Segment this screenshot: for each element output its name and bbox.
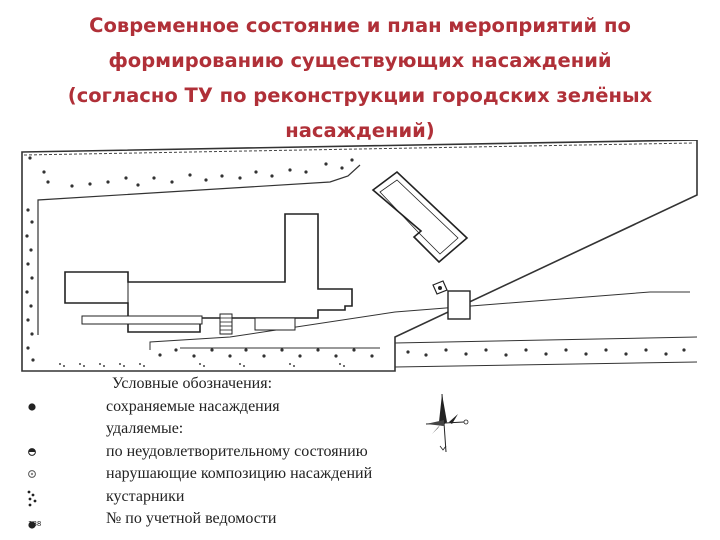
legend-kept-label: сохраняемые насаждения (106, 397, 280, 415)
ne-building (373, 172, 467, 262)
legend-row-composition (16, 463, 436, 486)
trees-south (158, 348, 685, 357)
main-building (65, 214, 352, 332)
trees-north (28, 156, 353, 187)
legend-title: Условные обозначения: (112, 375, 273, 392)
page-title (20, 8, 700, 148)
building-wing (82, 316, 202, 324)
site-boundary (22, 140, 697, 371)
legend-row-removed-header (16, 418, 436, 441)
legend-row-kept (16, 396, 436, 419)
legend (16, 373, 436, 531)
legend-shrubs-label: кустарники (106, 487, 185, 505)
shrubs-icon (24, 486, 44, 508)
site-boundary-dashed (24, 143, 694, 155)
title-line-2: формированию существующих насаждений (108, 49, 612, 72)
legend-row-poor-condition (16, 441, 436, 464)
inventory-sample-number: 188 (28, 520, 42, 528)
legend-composition-label: нарушающие композицию насаждений (106, 465, 373, 482)
small-building (448, 291, 470, 319)
legend-inventory-label: № по учетной ведомости (106, 510, 277, 527)
legend-poor-condition-label: по неудовлетворительному состоянию (106, 442, 368, 460)
road-line-2 (395, 362, 697, 367)
kept-tree-icon (24, 396, 44, 418)
legend-row-shrubs (16, 486, 436, 509)
annex (255, 318, 295, 330)
poor-condition-tree-icon (24, 441, 44, 463)
composition-tree-icon (24, 463, 44, 485)
shrubs-south (59, 363, 345, 367)
legend-row-inventory (16, 508, 436, 531)
site-plan (0, 140, 720, 375)
legend-removed-label: удаляемые: (106, 420, 184, 437)
compass-rose (418, 388, 470, 460)
title-line-1: Современное состояние и план мероприятий по (89, 14, 631, 37)
stairs (220, 314, 232, 334)
title-line-4: насаждений) (285, 119, 435, 142)
title-line-3: (согласно ТУ по реконструкции городских зелёных (67, 84, 653, 107)
trees-west (25, 208, 34, 361)
road-line (395, 337, 697, 343)
